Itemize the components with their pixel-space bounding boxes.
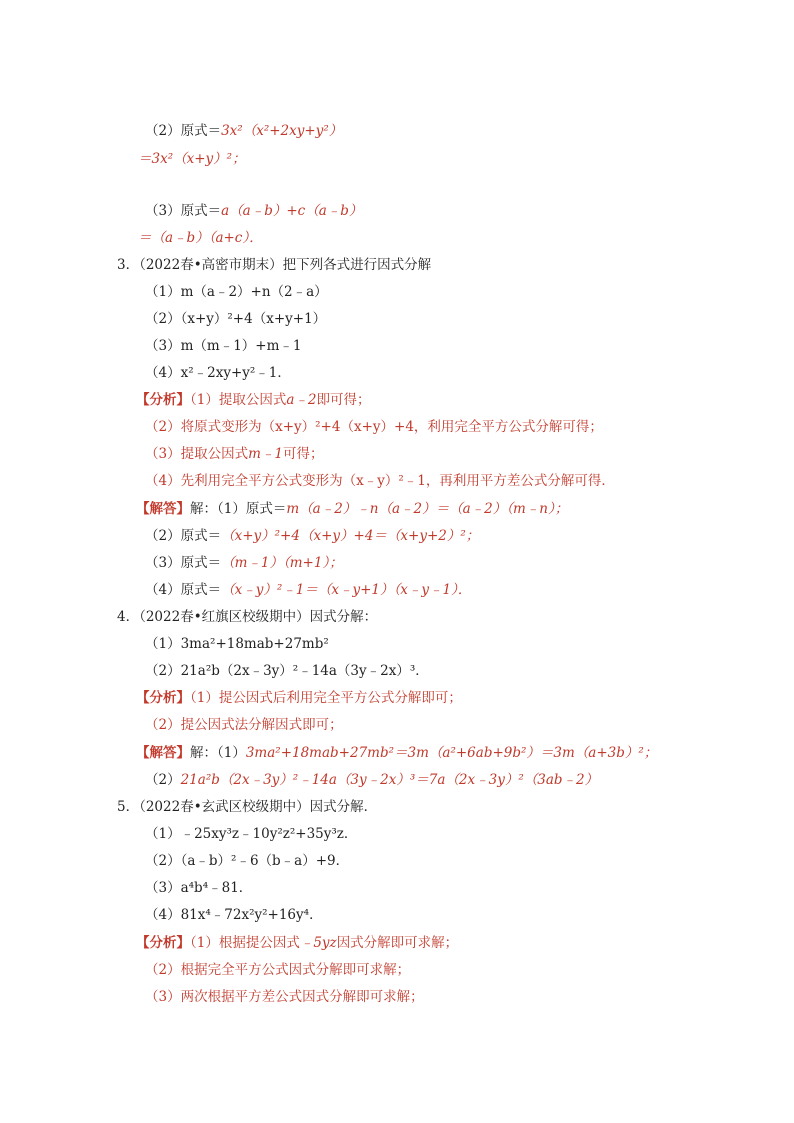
text-line [145,527,479,545]
text-line [145,771,598,789]
text-line [145,364,291,382]
line-expression: 21a²b（2x﹣3y）²﹣14a（3y﹣2x）³＝7a（2x﹣3y）²（3ab﹣2） [180,772,599,788]
text-line [145,879,252,897]
text-line [145,445,323,463]
line-prefix: （1）3ma²+18mab+27mb² [145,636,329,652]
line-prefix: 4．（2022春•红旗区校级期中）因式分解： [117,609,378,625]
line-prefix: （2） [145,772,181,788]
line-prefix: （2）提公因式法分解因式即可； [145,717,343,733]
text-line [145,988,424,1006]
text-line [136,689,462,707]
text-line [145,635,329,653]
text-line [136,500,568,518]
text-line [136,934,458,952]
line-expression: 3ma²+18mab+27mb²＝3m（a²+6ab+9b²）＝3m（a+3b）²； [245,745,658,761]
text-line [145,283,328,301]
text-line [145,122,342,140]
text-line [138,150,246,168]
section-tag: 【分析】 [136,935,190,951]
text-line [145,310,326,328]
section-tag: 【分析】 [136,392,190,408]
line-prefix: 解：（1）原式＝ [190,501,287,517]
text-line [145,662,429,680]
text-line [145,337,301,355]
line-prefix: （4）原式＝ [145,582,222,598]
line-prefix: 5．（2022春•玄武区校级期中）因式分解． [117,799,378,815]
line-prefix: （3）m（m﹣1）+m﹣1 [145,338,302,354]
line-prefix: （3）原式＝ [145,555,222,571]
text-line [136,744,657,762]
line-prefix: （2）21a²b（2x﹣3y）²﹣14a（3y﹣2x）³． [145,663,429,679]
line-suffix: 可得； [282,446,324,462]
line-prefix: （1）提取公因式 [190,392,287,408]
text-line [138,229,263,247]
text-line [145,418,603,436]
line-expression: a﹣2 [286,392,317,408]
line-suffix: 因式分解即可求解； [336,935,459,951]
line-prefix: （4）81x⁴﹣72x²y²+16y⁴． [145,907,323,923]
line-expression: a（a﹣b）+c（a﹣b） [221,203,363,219]
line-prefix: （3）提取公因式 [145,446,249,462]
line-prefix: （4）先利用完全平方公式变形为（x﹣y）²﹣1，再利用平方差公式分解可得． [145,473,615,489]
section-tag: 【分析】 [136,690,190,706]
text-line [145,202,362,220]
line-prefix: （2）（x+y）²+4（x+y+1） [145,311,327,327]
line-prefix: （3）a⁴b⁴﹣81． [145,880,253,896]
line-expression: （x﹣y）²﹣1＝（x﹣y+1）（x﹣y﹣1）． [221,582,472,598]
line-expression: ﹣5yz [299,935,337,951]
line-expression: （x+y）²+4（x+y）+4＝（x+y+2）²； [221,528,480,544]
line-prefix: （4）x²﹣2xy+y²﹣1． [145,365,291,381]
text-line [145,554,343,572]
line-expression: m﹣1 [248,446,283,462]
text-line [136,391,370,409]
text-line [117,608,377,626]
text-line [145,825,357,843]
line-prefix: （2）根据完全平方公式因式分解即可求解； [145,962,411,978]
line-prefix: （1）﹣25xy³z﹣10y²z²+35y³z． [145,826,358,842]
line-expression: m（a﹣2）﹣n（a﹣2）＝（a﹣2）（m﹣n）； [286,501,569,517]
text-line [145,716,343,734]
line-expression: 3x²（x²+2xy+y²） [221,123,343,139]
line-prefix: （1）根据提公因式 [190,935,300,951]
line-suffix: 即可得； [316,392,371,408]
line-prefix: （1）提公因式后利用完全平方公式分解即可； [190,690,462,706]
text-line [145,581,471,599]
line-prefix: （3）两次根据平方差公式因式分解即可求解； [145,989,424,1005]
line-prefix: 解：（1） [190,745,246,761]
line-expression: ＝（a﹣b）（a+c）． [138,230,263,246]
line-prefix: （2）原式＝ [145,123,222,139]
line-prefix: （2）（a﹣b）²﹣6（b﹣a）+9． [145,853,350,869]
line-prefix: 3．（2022春•高密市期末）把下列各式进行因式分解 [117,257,432,273]
line-prefix: （2）将原式变形为（x+y）²+4（x+y）+4，利用完全平方公式分解可得； [145,419,603,435]
section-tag: 【解答】 [136,501,190,517]
line-expression: （m﹣1）（m+1）； [221,555,343,571]
line-expression: ＝3x²（x+y）²； [138,151,246,167]
line-prefix: （1）m（a﹣2）+n（2﹣a） [145,284,328,300]
text-line [145,961,410,979]
text-line [145,852,349,870]
section-tag: 【解答】 [136,745,190,761]
text-line [117,256,431,274]
line-prefix: （2）原式＝ [145,528,222,544]
line-prefix: （3）原式＝ [145,203,222,219]
text-line [117,798,377,816]
text-line [145,906,323,924]
text-line [145,472,615,490]
